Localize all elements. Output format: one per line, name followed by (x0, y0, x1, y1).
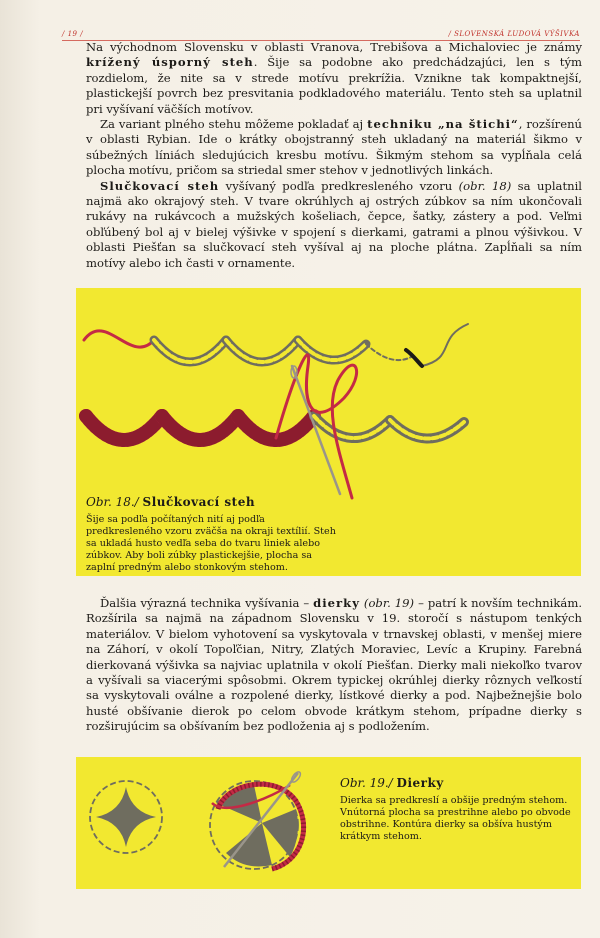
figure-18-illustration (76, 288, 581, 503)
term-sluckovaci: Slučkovací steh (100, 178, 220, 193)
paragraph-dierky: Ďalšia výrazná technika vyšívania – dierky (obr. 19) – patrí k novším technikám. Rozšírila sa najmä na západnom Slovensku v 19. storočí s nástupom tenkých materiálov. V bielom vyhotovení sa vyskytovala v trnavskej oblasti, v menšej miere na Záhorí, v okolí Topoľčian, Nitry, Zlatých Moraviec, Levíc a Krupiny. Farebná dierkovaná výšivka sa najviac uplatnila v okolí Piešťan. Dierky mali niekoľko tvarov a vyšívali sa viacerými spôsobmi. Okrem typickej okrúhlej dierky rôznych veľkostí sa vyskytovali oválne a rozpolené dierky, lístkové dierky a pod. Najbežnejšie bolo husté obšívanie dierok po celom obvode krátkym stehom, prípadne dierky s rozširujúcim sa obšívaním bez podloženia aj s podložením. (86, 596, 582, 734)
text-block-dierky (86, 596, 582, 735)
figure-18-text: Šije sa podľa počítaných nití aj podľa predkresleného vzoru zväčša na okraji textílií. Steh sa ukladá husto vedľa seba do tvaru liniek alebo zúbkov. Aby boli zúbky plastickejšie, plocha sa zaplní predným alebo stonkovým stehom. (86, 514, 336, 573)
figure-18-caption (86, 496, 336, 574)
figure-19-illustration (76, 757, 336, 889)
paragraph-sluckovaci: Slučkovací steh vyšívaný podľa predkresleného vzoru (obr. 18) sa uplatnil najmä ako okrajový steh. V tvare okrúhlych aj ostrých zúbkov sa ním ukončovali rukávy na rukávcoch a mužských košeliach, čepce, šatky, zástery a pod. Veľmi obľúbený bol aj v bielej výšivke v spojení s dierkami, gatrami a plnou výšivkou. V oblasti Piešťan sa slučkovací steh vyšíval aj na ploche plátna. Zapĺňali sa ním motívy alebo ich časti v ornamente. (86, 178, 582, 270)
text-block-top (86, 40, 582, 271)
figure-19-caption (340, 777, 576, 843)
figure-18-title: Slučkovací steh (142, 495, 256, 509)
page-number: / 19 / (62, 30, 84, 38)
paragraph-kriz: Na východnom Slovensku v oblasti Vranova, Trebišova a Michaloviec je známy krížený úsporný steh. Šije sa podobne ako predchádzajúci, len s tým rozdielom, že nite sa v strede motívu prekrížia. Vznikne tak kompaktnejší, plastickejší povrch bez presvitania podkladového materiálu. Tento steh sa uplatnil pri vyšívaní väčších motívov. (86, 40, 582, 116)
figure-ref-18: (obr. 18) (458, 178, 512, 193)
figure-19-label: Obr. 19./ (340, 776, 393, 790)
figure-19-title: Dierky (396, 776, 444, 790)
figure-18-label: Obr. 18./ (86, 495, 139, 509)
term-krizeny-steh: krížený úsporný steh (86, 55, 254, 70)
term-dierky: dierky (313, 596, 360, 610)
figure-ref-19: (obr. 19) (359, 596, 415, 610)
paragraph-stichi: Za variant plného stehu môžeme pokladať aj techniku „na štichi“, rozšírenú v oblasti Rybian. Ide o krátky obojstranný steh ukladaný na materiál šikmo v súbežných líniách sledujúcich kresbu motívu. Šikmým stehom sa vypĺňala celá plocha motívu, pričom sa striedal smer stehov v jednotlivých linkách. (86, 117, 583, 178)
term-na-stichi: techniku „na štichi“ (367, 117, 519, 132)
running-title: / SLOVENSKÁ ĽUDOVÁ VÝŠIVKA (448, 30, 580, 38)
figure-19-text: Dierka sa predkreslí a obšije predným stehom. Vnútorná plocha sa prestrihne alebo po obvode obstrihne. Kontúra dierky sa obšíva hustým krátkym stehom. (340, 795, 571, 842)
